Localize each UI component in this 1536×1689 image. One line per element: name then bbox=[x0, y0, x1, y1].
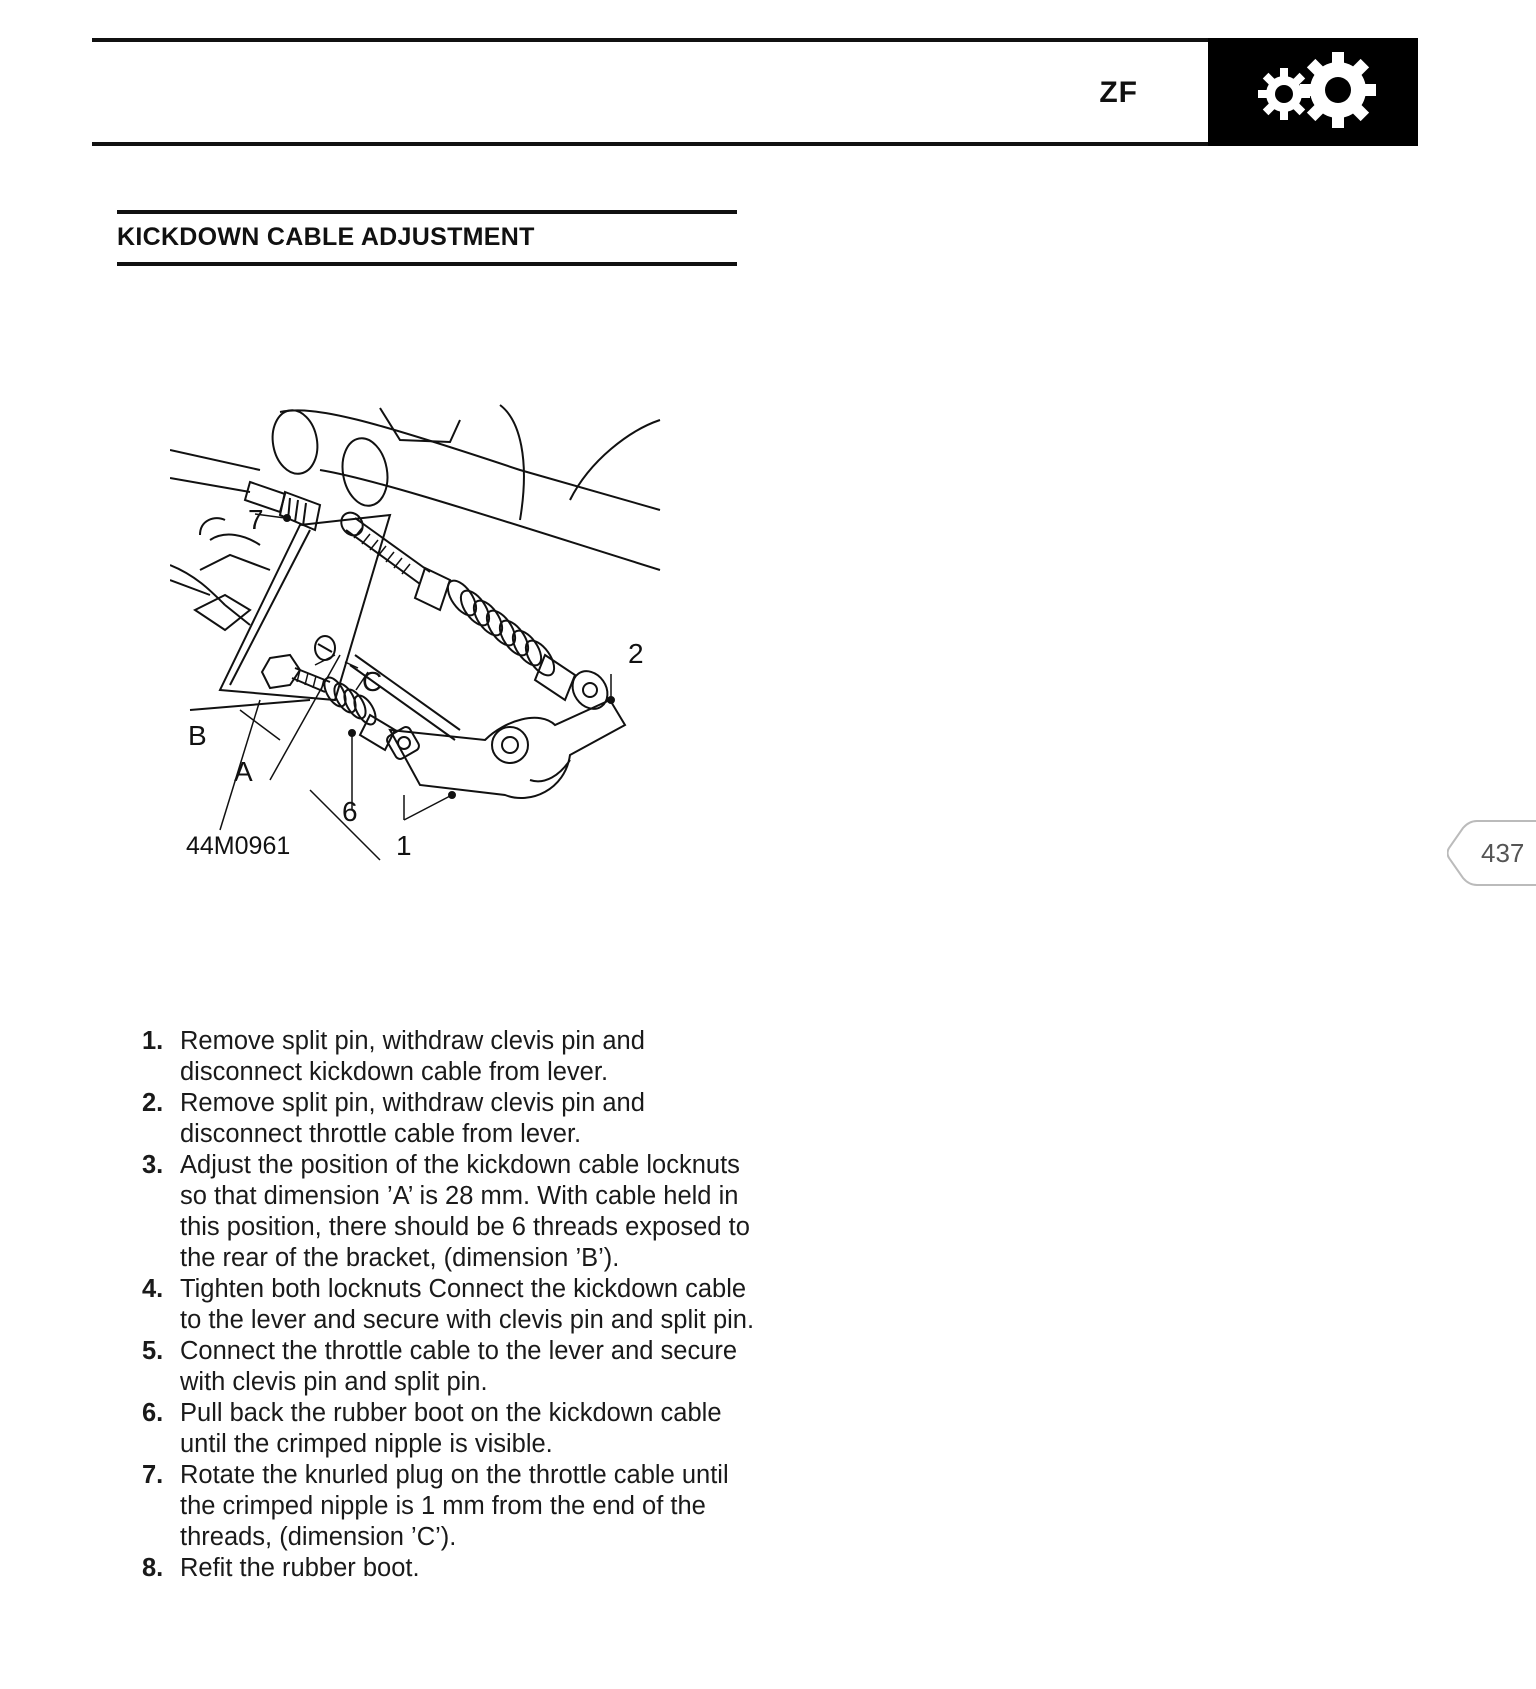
list-item bbox=[140, 1088, 760, 1150]
step-number: 6. bbox=[142, 1399, 164, 1427]
callout-2: 2 bbox=[628, 638, 644, 669]
callout-a: A bbox=[234, 756, 253, 787]
procedure-steps bbox=[140, 1026, 760, 1584]
list-item bbox=[140, 1398, 760, 1460]
step-text: Remove split pin, withdraw clevis pin and disconnect kickdown cable from lever. bbox=[180, 1027, 645, 1086]
step-text: Tighten both locknuts Connect the kickdown cable to the lever and secure with clevis pin and split pin. bbox=[180, 1275, 755, 1334]
page-header bbox=[92, 38, 1418, 146]
list-item bbox=[140, 1026, 760, 1088]
step-text: Rotate the knurled plug on the throttle cable until the crimped nipple is 1 mm from the end of the threads, (dimension ’C’). bbox=[180, 1461, 729, 1551]
callout-b: B bbox=[188, 720, 207, 751]
step-number: 5. bbox=[142, 1337, 164, 1365]
gears-icon bbox=[1244, 46, 1384, 138]
page-number-tab[interactable] bbox=[1447, 820, 1536, 886]
gear-block bbox=[1208, 38, 1418, 146]
step-text: Connect the throttle cable to the lever and secure with clevis pin and split pin. bbox=[180, 1337, 738, 1396]
step-text: Remove split pin, withdraw clevis pin and disconnect throttle cable from lever. bbox=[180, 1089, 645, 1148]
step-number: 2. bbox=[142, 1089, 164, 1117]
section-title-bar bbox=[117, 210, 737, 266]
section-title: KICKDOWN CABLE ADJUSTMENT bbox=[117, 223, 535, 251]
section-code: ZF bbox=[1099, 76, 1138, 109]
kickdown-cable-diagram bbox=[170, 400, 670, 870]
step-text: Adjust the position of the kickdown cable locknuts so that dimension ’A’ is 28 mm. With cable held in this position, there should be 6 threads exposed to the rear of the bracket, (dimension ’B’). bbox=[180, 1151, 750, 1272]
step-number: 7. bbox=[142, 1461, 164, 1489]
list-item bbox=[140, 1460, 760, 1553]
callout-c: C bbox=[362, 666, 383, 697]
step-text: Refit the rubber boot. bbox=[180, 1554, 420, 1582]
list-item bbox=[140, 1336, 760, 1398]
step-number: 4. bbox=[142, 1275, 164, 1303]
step-number: 1. bbox=[142, 1027, 164, 1055]
page-number: 437 bbox=[1481, 838, 1525, 868]
figure-reference: 44M0961 bbox=[186, 832, 291, 860]
list-item bbox=[140, 1553, 760, 1584]
callout-1: 1 bbox=[396, 830, 412, 861]
callout-7: 7 bbox=[248, 504, 264, 535]
list-item bbox=[140, 1150, 760, 1274]
list-item bbox=[140, 1274, 760, 1336]
step-number: 3. bbox=[142, 1151, 164, 1179]
step-text: Pull back the rubber boot on the kickdown cable until the crimped nipple is visible. bbox=[180, 1399, 722, 1458]
callout-6: 6 bbox=[342, 796, 358, 827]
step-number: 8. bbox=[142, 1554, 164, 1582]
